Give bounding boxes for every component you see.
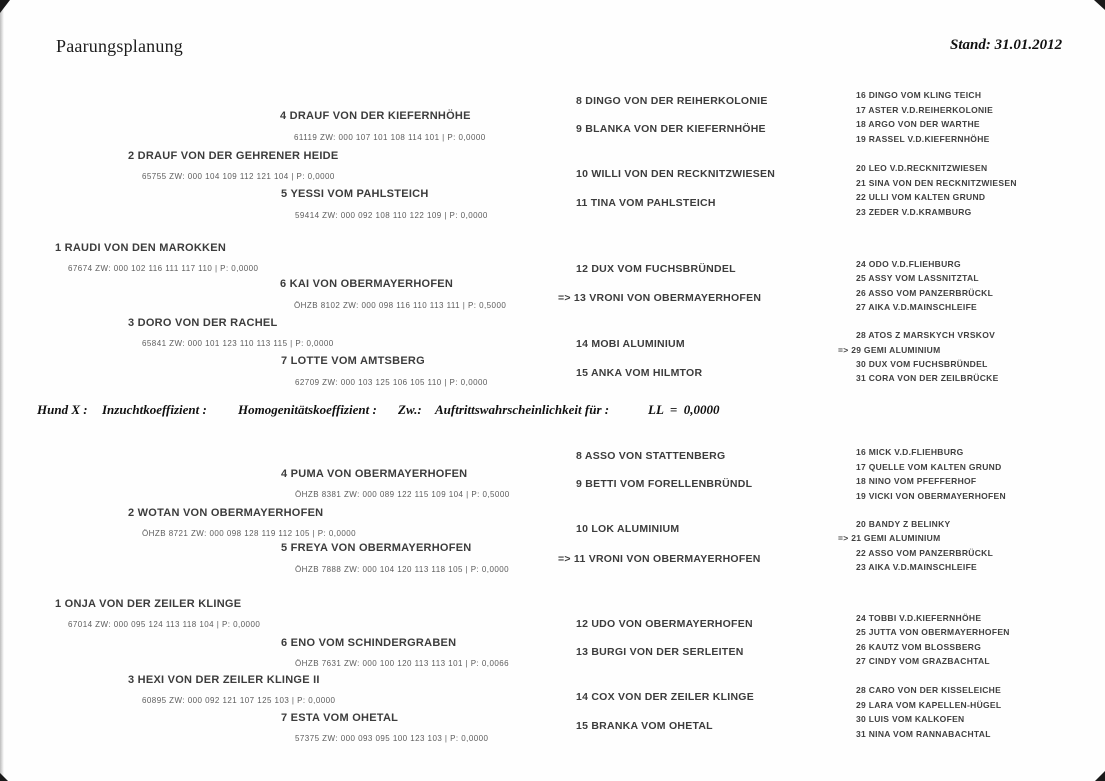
gen5-entry: 22 ULLI VOM KALTEN GRUND: [856, 192, 986, 202]
legend-label-zw: Zw.:: [398, 402, 422, 417]
dog-zw-info: 62709 ZW: 000 103 125 106 105 110 | P: 0,0000: [295, 378, 488, 387]
legend-label-hund: Hund X :: [37, 402, 88, 417]
stand-date: Stand: 31.01.2012: [950, 37, 1063, 53]
gen5-entry-selected: => 29 GEMI ALUMINIUM: [838, 345, 941, 355]
gen5-entry: 23 AIKA V.D.MAINSCHLEIFE: [856, 562, 978, 572]
dog-name: 7 ESTA VOM OHETAL: [281, 712, 399, 724]
gen5-entry: 17 QUELLE VOM KALTEN GRUND: [856, 462, 1002, 472]
gen5-entry: 23 ZEDER V.D.KRAMBURG: [856, 207, 972, 217]
gen5-entry: 16 MICK V.D.FLIEHBURG: [856, 447, 964, 457]
gen5-entry: 21 SINA VON DEN RECKNITZWIESEN: [856, 178, 1017, 188]
gen4-entry: 9 BETTI VOM FORELLENBRÜNDL: [576, 478, 753, 490]
gen4-entry: 10 WILLI VON DEN RECKNITZWIESEN: [576, 168, 776, 180]
dog-zw-info: 67014 ZW: 000 095 124 113 118 104 | P: 0,0000: [68, 620, 261, 629]
gen5-entry: 20 LEO V.D.RECKNITZWIESEN: [856, 163, 988, 173]
gen4-entry-selected: => 11 VRONI VON OBERMAYERHOFEN: [558, 553, 761, 565]
dog-zw-info: 59414 ZW: 000 092 108 110 122 109 | P: 0,0000: [295, 211, 488, 220]
dog-zw-info: ÖHZB 7631 ZW: 000 100 120 113 113 101 | P: 0,0066: [295, 659, 510, 668]
dog-name: 2 DRAUF VON DER GEHRENER HEIDE: [128, 150, 339, 162]
gen5-entry: 22 ASSO VOM PANZERBRÜCKL: [856, 548, 994, 558]
gen5-entry: 25 ASSY VOM LASSNITZTAL: [856, 273, 979, 283]
dog-zw-info: 65755 ZW: 000 104 109 112 121 104 | P: 0,0000: [142, 172, 335, 181]
gen4-entry: 14 MOBI ALUMINIUM: [576, 338, 685, 350]
gen5-entry: 27 AIKA V.D.MAINSCHLEIFE: [856, 302, 978, 312]
dog-name: 5 YESSI VOM PAHLSTEICH: [281, 188, 429, 200]
gen5-entry: 29 LARA VOM KAPELLEN-HÜGEL: [856, 700, 1002, 710]
gen4-entry: 15 ANKA VOM HILMTOR: [576, 367, 703, 379]
gen5-entry: 31 CORA VON DER ZEILBRÜCKE: [856, 373, 999, 383]
gen4-entry: 12 DUX VOM FUCHSBRÜNDEL: [576, 263, 736, 275]
gen5-entry: 18 NINO VOM PFEFFERHOF: [856, 476, 977, 486]
gen5-entry: 28 ATOS Z MARSKYCH VRSKOV: [856, 330, 996, 340]
scan-corner-artifact: [1094, 0, 1105, 10]
legend-value-ll: LL = 0,0000: [648, 402, 720, 417]
gen5-entry: 26 KAUTZ VOM BLOSSBERG: [856, 642, 982, 652]
dog-name: 2 WOTAN VON OBERMAYERHOFEN: [128, 507, 324, 519]
scan-corner-artifact: [0, 0, 10, 13]
gen4-entry: 8 ASSO VON STATTENBERG: [576, 450, 726, 462]
gen5-entry: 26 ASSO VOM PANZERBRÜCKL: [856, 288, 994, 298]
dog-name: 4 DRAUF VON DER KIEFERNHÖHE: [280, 110, 471, 122]
scan-corner-artifact: [0, 773, 8, 781]
gen4-entry: 12 UDO VON OBERMAYERHOFEN: [576, 618, 753, 630]
dog-name: 5 FREYA VON OBERMAYERHOFEN: [281, 542, 472, 554]
gen5-entry-selected: => 21 GEMI ALUMINIUM: [838, 533, 941, 543]
dog-zw-info: 61119 ZW: 000 107 101 108 114 101 | P: 0,0000: [294, 133, 486, 142]
gen4-entry: 8 DINGO VON DER REIHERKOLONIE: [576, 95, 768, 107]
dog-name: 4 PUMA VON OBERMAYERHOFEN: [281, 468, 468, 480]
gen4-entry: 11 TINA VOM PAHLSTEICH: [576, 197, 716, 209]
dog-zw-info: 60895 ZW: 000 092 121 107 125 103 | P: 0,0000: [142, 696, 336, 705]
dog-name: 6 ENO VOM SCHINDERGRABEN: [281, 637, 457, 649]
legend-label-homogenitaetskoeffizient: Homogenitätskoeffizient :: [238, 402, 377, 417]
gen5-entry: 19 VICKI VON OBERMAYERHOFEN: [856, 491, 1006, 501]
gen4-entry: 10 LOK ALUMINIUM: [576, 523, 680, 535]
legend-label-auftrittswahrscheinlichkeit: Auftrittswahrscheinlichkeit für :: [435, 402, 610, 417]
scan-corner-artifact: [1095, 771, 1105, 781]
gen5-entry: 28 CARO VON DER KISSELEICHE: [856, 685, 1002, 695]
gen4-entry: 15 BRANKA VOM OHETAL: [576, 720, 713, 732]
gen5-entry: 20 BANDY Z BELINKY: [856, 519, 951, 529]
dog-zw-info: ÖHZB 8102 ZW: 000 098 116 110 113 111 | P: 0,5000: [294, 301, 507, 310]
gen5-entry: 30 LUIS VOM KALKOFEN: [856, 714, 965, 724]
gen5-entry: 16 DINGO VOM KLING TEICH: [856, 90, 982, 100]
gen4-entry: 13 BURGI VON DER SERLEITEN: [576, 646, 744, 658]
dog-name: 3 DORO VON DER RACHEL: [128, 317, 278, 329]
gen5-entry: 27 CINDY VOM GRAZBACHTAL: [856, 656, 990, 666]
dog-name: 1 ONJA VON DER ZEILER KLINGE: [55, 598, 242, 610]
gen4-entry-selected: => 13 VRONI VON OBERMAYERHOFEN: [558, 292, 762, 304]
gen5-entry: 24 ODO V.D.FLIEHBURG: [856, 259, 961, 269]
gen5-entry: 30 DUX VOM FUCHSBRÜNDEL: [856, 359, 988, 369]
page-title: Paarungsplanung: [56, 36, 183, 56]
gen5-entry: 18 ARGO VON DER WARTHE: [856, 119, 980, 129]
legend-label-inzuchtkoeffizient: Inzuchtkoeffizient :: [102, 402, 207, 417]
gen5-entry: 25 JUTTA VON OBERMAYERHOFEN: [856, 627, 1010, 637]
gen5-entry: 24 TOBBI V.D.KIEFERNHÖHE: [856, 613, 982, 623]
scan-edge-shadow: [0, 0, 4, 781]
gen5-entry: 17 ASTER V.D.REIHERKOLONIE: [856, 105, 994, 115]
dog-zw-info: 65841 ZW: 000 101 123 110 113 115 | P: 0,0000: [142, 339, 334, 348]
dog-name: 7 LOTTE VOM AMTSBERG: [281, 355, 425, 367]
dog-zw-info: 67674 ZW: 000 102 116 111 117 110 | P: 0,0000: [68, 264, 259, 273]
gen4-entry: 14 COX VON DER ZEILER KLINGE: [576, 691, 754, 703]
dog-zw-info: ÖHZB 8381 ZW: 000 089 122 115 109 104 | P: 0,5000: [295, 490, 510, 499]
gen5-entry: 31 NINA VOM RANNABACHTAL: [856, 729, 991, 739]
dog-name: 1 RAUDI VON DEN MAROKKEN: [55, 242, 227, 254]
gen5-entry: 19 RASSEL V.D.KIEFERNHÖHE: [856, 134, 990, 144]
dog-zw-info: 57375 ZW: 000 093 095 100 123 103 | P: 0,0000: [295, 734, 489, 743]
dog-zw-info: ÖHZB 7888 ZW: 000 104 120 113 118 105 | P: 0,0000: [295, 565, 510, 574]
dog-name: 6 KAI VON OBERMAYERHOFEN: [280, 278, 454, 290]
dog-zw-info: ÖHZB 8721 ZW: 000 098 128 119 112 105 | P: 0,0000: [142, 529, 357, 538]
dog-name: 3 HEXI VON DER ZEILER KLINGE II: [128, 674, 320, 686]
gen4-entry: 9 BLANKA VON DER KIEFERNHÖHE: [576, 123, 766, 135]
